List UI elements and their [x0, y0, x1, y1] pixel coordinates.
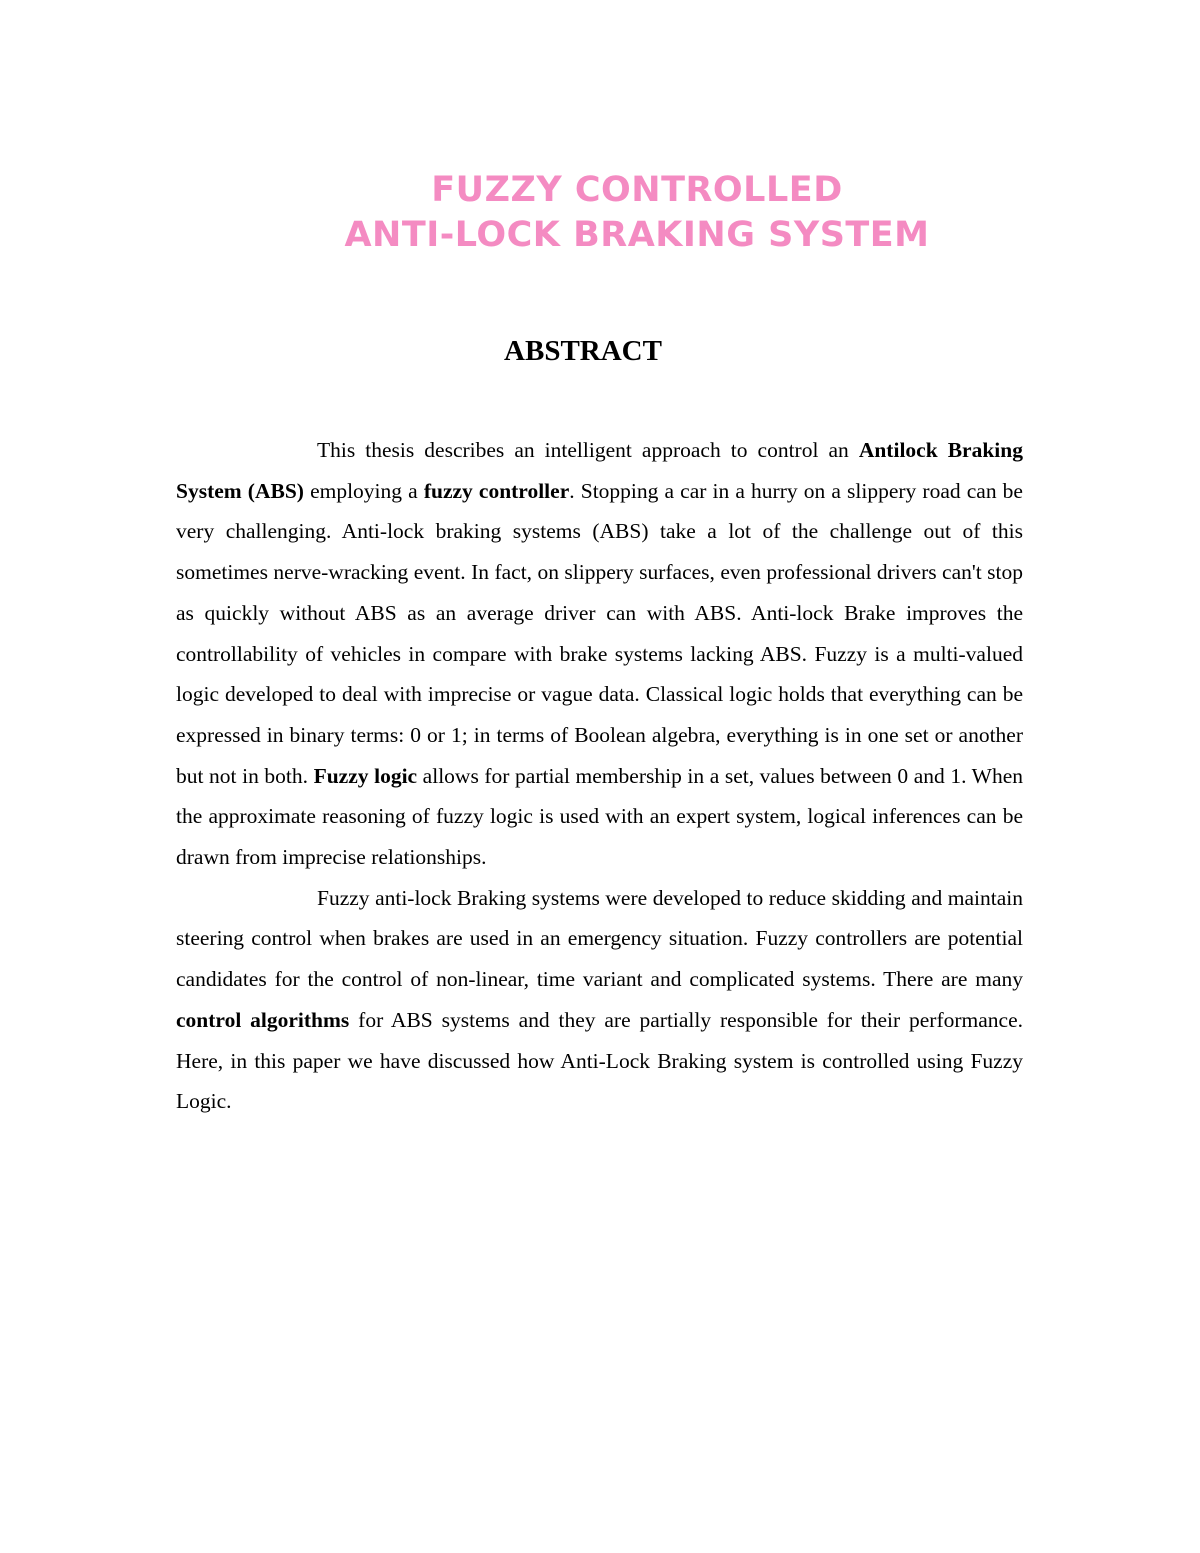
p1-text-2: employing a: [303, 478, 424, 503]
title-line-2: ANTI-LOCK BRAKING SYSTEM: [344, 215, 930, 255]
title-line-1: FUZZY CONTROLLED: [431, 170, 843, 210]
p1-bold-fuzzy-logic: Fuzzy logic: [313, 763, 418, 788]
abstract-paragraph-1: [176, 430, 1023, 878]
abstract-heading: ABSTRACT: [504, 335, 662, 367]
p2-bold-control-algorithms: control algorithms: [176, 1007, 350, 1032]
p1-text-1: This thesis describes an intelligent approach to control an: [317, 438, 859, 462]
abstract-body: [176, 430, 1023, 1122]
document-title: [0, 168, 1200, 258]
p2-text-2: for ABS systems and they are partially responsible for their performance. Here, in this paper we have discussed how Anti-Lock Braking system is controlled using Fuzzy Logic.: [176, 1007, 1023, 1114]
p1-bold-fuzzy-controller: fuzzy controller: [423, 478, 570, 503]
p1-text-4: allows for partial membership in a set, values between 0 and 1. When the approximate reasoning of fuzzy logic is used with an expert system, logical inferences can be drawn from imprecise relationships.: [176, 763, 1023, 870]
p1-text-3: . Stopping a car in a hurry on a slippery road can be very challenging. Anti-lock braking systems (ABS) take a lot of the challenge out of this sometimes nerve-wracking event. In fact, on slippery surfaces, even professional drivers can't stop as quickly without ABS as an average driver can with ABS. Anti-lock Brake improves the controllability of vehicles in compare with brake systems lacking ABS. Fuzzy is a multi-valued logic developed to deal with imprecise or vague data. Classical logic holds that everything can be expressed in binary terms: 0 or 1; in terms of Boolean algebra, everything is in one set or another but not in both.: [176, 478, 1023, 788]
p1-bold-abs: Antilock Braking System (ABS): [176, 438, 1023, 503]
p2-text-1: Fuzzy anti-lock Braking systems were developed to reduce skidding and maintain steering control when brakes are used in an emergency situation. Fuzzy controllers are potential candidates for the control of non-linear, time variant and complicated systems. There are many: [176, 885, 1023, 992]
abstract-paragraph-2: [176, 878, 1023, 1122]
